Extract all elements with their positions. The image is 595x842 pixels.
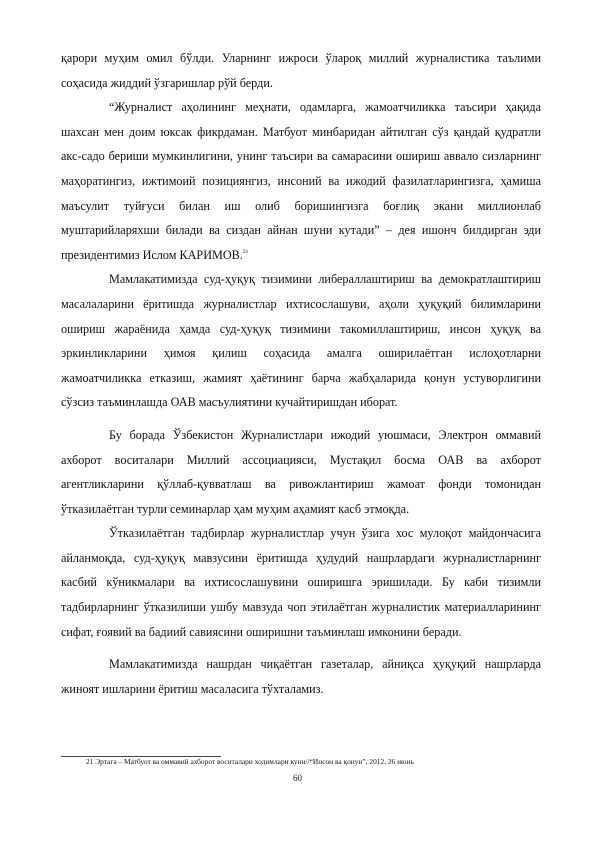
footnote: 21 Эртага – Матбуот ва оммавий ахборот воситалари ходимлари куни//“Инсон ва қонун”, 2012, 26 июнь [86, 757, 414, 766]
paragraph-6: Мамлакатимизда нашрдан чиқаётган газеталар, айниқса ҳуқуқий нашрларда жиноят ишларини ёритиш масаласига тўхталамиз. [61, 657, 541, 696]
paragraph-3: Мамлакатимизда суд-ҳуқуқ тизимини либераллаштириш ва демократлаштириш масалаларини ёритишда журналистлар ихтисослашуви, аҳоли ҳуқуқий билимларини ошириш жараёнида ҳамда суд-ҳуқуқ тизимини такомиллаштириш, инсон ҳуқуқ ва эркинликларини ҳимоя қилиш соҳасида амалга оширилаётган ислоҳотларни жамоатчиликка етказиш, жамият ҳаётининг барча жабҳаларида қонун устуворлигини сўзсиз таъминлашда ОАВ масъулиятини кучайтиришдан иборат. [61, 272, 541, 410]
page-number: 60 [293, 773, 302, 783]
paragraph-1: қарори муҳим омил бўлди. Уларнинг ижроси ўлароқ миллий журналистика таълими соҳасида жиддий ўзгаришлар рўй берди. [61, 51, 541, 90]
paragraph-5: Ўтказилаётган тадбирлар журналистлар учун ўзига хос мулоқот майдончасига айланмоқда, суд-ҳуқуқ мавзусини ёритишда ҳудудий нашрлардаги журналистларнинг касбий кўникмалари ва ихтисослашувини оширишга эришилади. Бу каби тизимли тадбирларнинг ўтказилиши ушбу мавзуда чоп этилаётган журналистик материалларининг сифат, ғоявий ва бадиий савиясини оширишни таъминлаш имконини беради. [61, 526, 541, 639]
paragraph-2 [61, 95, 541, 267]
paragraph-4: Бу борада Ўзбекистон Журналистлари ижодий уюшмаси, Электрон оммавий ахборот воситалари Миллий ассоциацияси, Мустақил босма ОАВ ва ахборот агентликларини қўллаб-қувватлаш ва ривожлантириш жамоат фонди томонидан ўтказилаётган турли семинарлар ҳам муҳим аҳамият касб этмоқда. [61, 427, 541, 516]
footnote-reference: 21 [242, 248, 249, 255]
paragraph-2-text: “Журналист аҳолининг меҳнати, одамларга, жамоатчиликка таъсири ҳақида шахсан мен доим юксак фикрдаман. Матбуот минбаридан айтилган сўз қандай қудратли акс-садо бериши мумкинлигини, унинг таъсири ва самарасини ошириш аввало сизларнинг маҳоратингиз, ижтимоий позициянгиз, инсоний ва ижодий фазилатларингизга, ҳамиша маъсулит туйғуси билан иш олиб боришингизга боғлиқ экани миллионлаб муштарийларяхши билади ва сиздан айнан шуни кутади” – дея ишонч билдирган эди президентимиз Ислом КАРИМОВ. [61, 100, 541, 262]
document-body [61, 46, 541, 701]
